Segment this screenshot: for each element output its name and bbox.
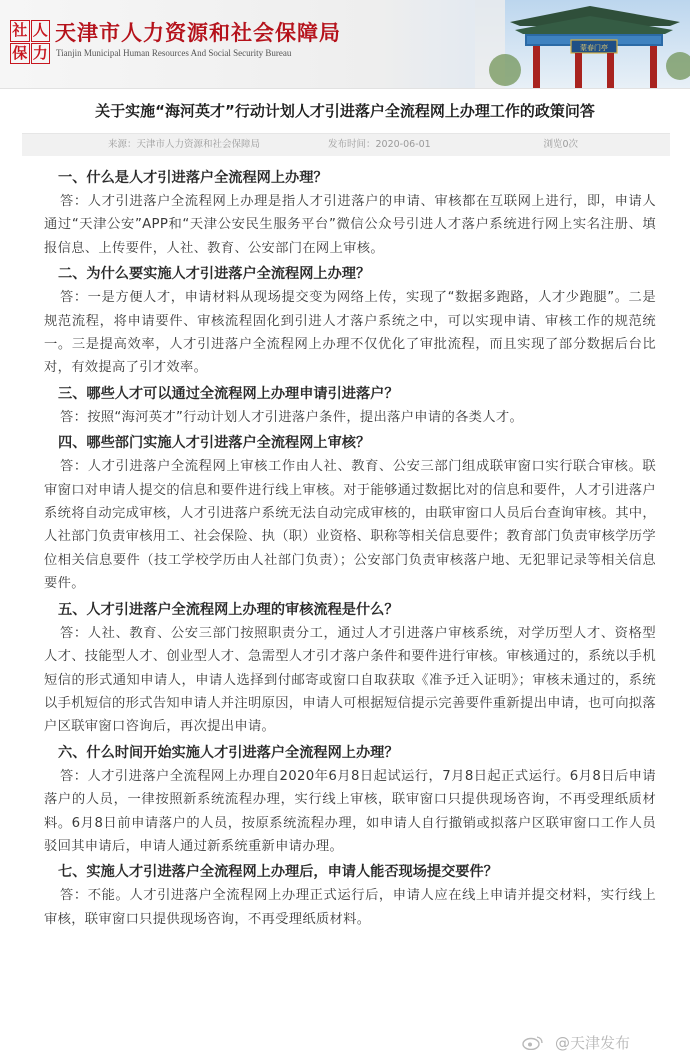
- site-header: [0, 0, 690, 89]
- logo-char: 社: [10, 20, 30, 42]
- bureau-logo[interactable]: [10, 20, 50, 64]
- question-1: 一、什么是人才引进落户全流程网上办理？: [58, 170, 328, 186]
- answer-7: 答：不能。人才引进落户全流程网上办理正式运行后，申请人应在线上申请并提交材料，实行线上审核，联审窗口只提供现场咨询，不再受理纸质材料。: [44, 888, 656, 927]
- answer-5: 答：人社、教育、公安三部门按照职责分工，通过人才引进落户审核系统，对学历型人才、资格型人才、技能型人才、创业型人才、急需型人才引才落户条件和要件进行审核。审核通过的，系统以手机短信的形式通知申请人，申请人选择到付邮寄或窗口自取获取《准予迁入证明》；审核未通过的，系统以手机短信的形式告知申请人并注明原因，申请人可根据短信提示完善要件重新提出申请，也可向拟落户区联审窗口咨询后，再次提出申请。: [44, 625, 656, 735]
- answer-6: 答：人才引进落户全流程网上办理自2020年6月8日起试运行，7月8日起正式运行。6月8日后申请落户的人员，一律按照新系统流程办理，实行线上审核，联审窗口只提供现场咨询，不再受理纸质材料。6月8日前申请落户的人员，按原系统流程办理，如申请人自行撤销或拟落户区联审窗口工作人员驳回其申请后，申请人通过新系统重新申请办理。: [44, 768, 656, 854]
- article-meta-bar: [22, 133, 670, 156]
- question-6: 六、什么时间开始实施人才引进落户全流程网上办理？: [58, 744, 399, 761]
- weibo-icon: [522, 1035, 544, 1050]
- article-title: 关于实施“海河英才”行动计划人才引进落户全流程网上办理工作的政策问答: [95, 102, 595, 120]
- question-4: 四、哪些部门实施人才引进落户全流程网上审核？: [58, 435, 371, 452]
- answer-1: 答：人才引进落户全流程网上办理是指人才引进落户的申请、审核都在互联网上进行，即，申请人通过“天津公安”APP和“天津公安民生服务平台”微信公众号引进人才落户系统进行网上实名注册、填报信息、上传要件，人社、教育、公安部门在网上审核。: [44, 194, 656, 256]
- publish-time: 发布时间：2020-06-01: [328, 139, 431, 150]
- article-body: [44, 166, 656, 933]
- answer-2: 答：一是方便人才，申请材料从现场提交变为网络上传，实现了“数据多跑路，人才少跑腿”。二是规范流程，将申请要件、审核流程固化到引进人才落户系统之中，可以实现申请、审核工作的规范统一。三是提高效率，人才引进落户全流程网上办理不仅优化了审批流程，而且实现了部分数据后台比对，有效提高了引才效率。: [44, 290, 656, 376]
- logo-char: 人: [31, 20, 51, 42]
- gate-banner-image: [475, 0, 690, 88]
- logo-char: 力: [31, 43, 51, 65]
- org-name-cn: 天津市人力资源和社会保障局: [55, 20, 341, 45]
- question-7: 七、实施人才引进落户全流程网上办理后，申请人能否现场提交要件？: [58, 864, 498, 881]
- question-3: 三、哪些人才可以通过全流程网上办理申请引进落户？: [58, 385, 399, 402]
- article-source: 来源：天津市人力资源和社会保障局: [108, 139, 261, 150]
- answer-3: 答：按照“海河英才”行动计划人才引进落户条件，提出落户申请的各类人才。: [60, 409, 524, 425]
- gate-sign: 蒙春门亭: [580, 44, 608, 52]
- logo-char: 保: [10, 43, 30, 65]
- watermark-text: @天津发布: [554, 1034, 630, 1052]
- view-count: 浏览0次: [543, 139, 578, 150]
- question-2: 二、为什么要实施人才引进落户全流程网上办理？: [58, 266, 371, 283]
- weibo-watermark: [522, 1032, 630, 1053]
- org-name-en: Tianjin Municipal Human Resources And Social Security Bureau: [56, 48, 292, 58]
- question-5: 五、人才引进落户全流程网上办理的审核流程是什么？: [58, 601, 399, 618]
- answer-4: 答：人才引进落户全流程网上审核工作由人社、教育、公安三部门组成联审窗口实行联合审核。联审窗口对申请人提交的信息和要件进行线上审核。对于能够通过数据比对的信息和要件，人才引进落户系统将自动完成审核，人才引进落户系统无法自动完成审核的，由联审窗口人员后台查询审核。其中，人社部门负责审核用工、社会保险、执（职）业资格、职称等相关信息要件；教育部门负责审核学历学位相关信息要件（技工学校学历由人社部门负责）；公安部门负责审核落户地、无犯罪记录等相关信息要件。: [44, 459, 656, 592]
